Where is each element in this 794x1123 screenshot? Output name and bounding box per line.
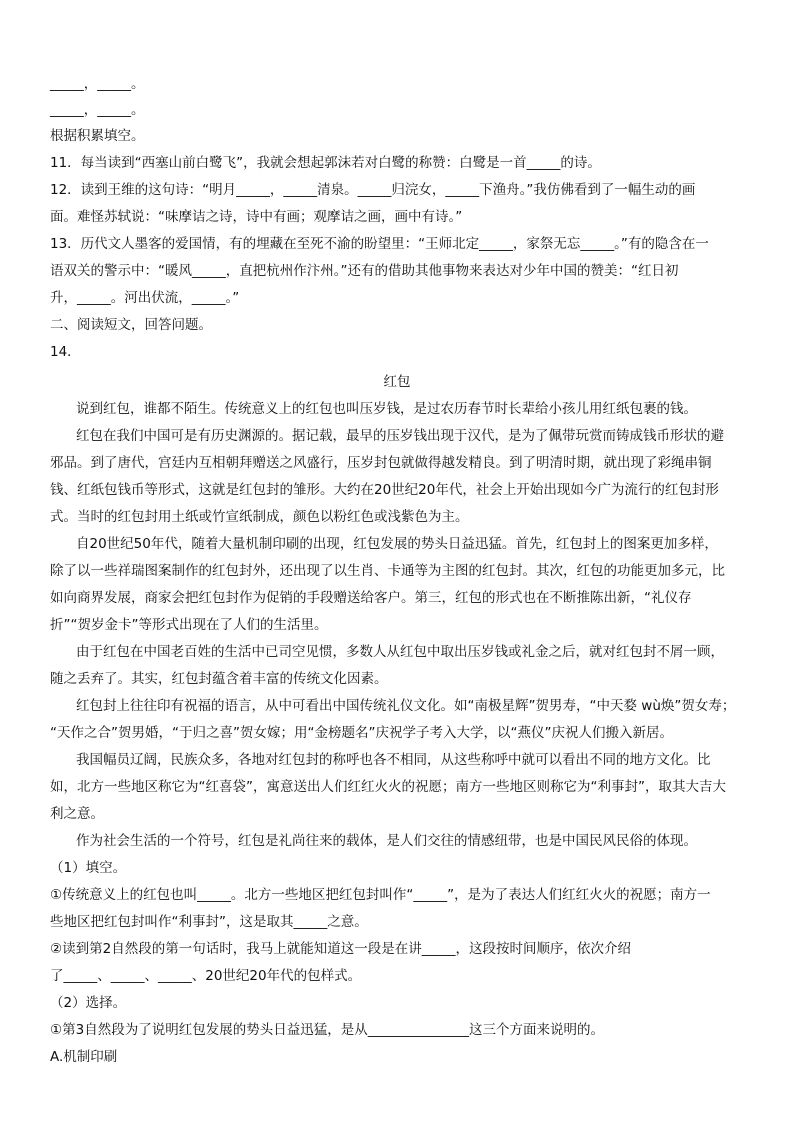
article-line: 如，北方一些地区称它为“红喜袋”，寓意送出人们红红火火的祝愿；南方一些地区则称它为“利事封”，取其大吉大 <box>50 779 726 795</box>
article-line: 式。当时的红包封用土纸或竹宣纸制成，颜色以粉红色或浅紫色为主。 <box>50 509 469 525</box>
article-line: 随之丢弃了。其实，红包封蕴含着丰富的传统文化因素。 <box>50 671 388 687</box>
question-13-continued: 升，_____。河出伏流，_____。” <box>50 290 240 306</box>
article-line: 红包封上往往印有祝福的语言，从中可看出中国传统礼仪文化。如“南极星辉”贺男寿，“中天婺 wù焕”贺女寿； <box>76 698 736 714</box>
question-12: 12．读到王维的这句诗：“明月_____，_____清泉。_____归浣女，_____下渔舟。”我仿佛看到了一幅生动的画 <box>50 182 696 198</box>
article-line: 利之意。 <box>50 806 104 822</box>
question-14-number: 14． <box>50 344 81 360</box>
article-line: 邪品。到了唐代，宫廷内互相朝拜赠送之风盛行，压岁封包就做得越发精良。到了明清时期，就出现了彩绳串铜 <box>50 455 712 471</box>
question-line: ②读到第2自然段的第一句话时，我马上就能知道这一段是在讲_____，这段按时间顺序，依次介绍 <box>50 941 631 957</box>
article-line: 钱、红纸包钱币等形式，这就是红包封的雏形。大约在20世纪20年代，社会上开始出现如今广为流行的红包封形 <box>50 482 719 498</box>
article-line: 由于红包在中国老百姓的生活中已司空见惯，多数人从红包中取出压岁钱或礼金之后，就对红包封不屑一顾， <box>76 644 724 660</box>
question-line: ①传统意义上的红包也叫_____。北方一些地区把红包封叫作“_____”，是为了表达人们红红火火的祝愿；南方一 <box>50 887 711 903</box>
answer-option: A.机制印刷 <box>50 1049 118 1065</box>
article-line: 除了以一些祥瑞图案制作的红包封外，还出现了以生肖、卡通等为主图的红包封。其次，红包的功能更加多元，比 <box>50 563 725 579</box>
question-11: 11．每当读到“西塞山前白鹭飞”，我就会想起郭沫若对白鹭的称赞：白鹭是一首_____的诗。 <box>50 155 601 171</box>
question-part-heading: （1）填空。 <box>50 860 127 876</box>
question-13-continued: 语双关的警示中：“暖风_____，直把杭州作汴州。”还有的借助其他事物来表达对少年中国的赞美：“红日初 <box>50 263 679 279</box>
article-line: 折”“贺岁金卡”等形式出现在了人们的生活里。 <box>50 617 328 633</box>
question-12-continued: 面。难怪苏轼说：“味摩诘之诗，诗中有画；观摩诘之画，画中有诗。” <box>50 209 463 225</box>
article-line: 如向商界发展，商家会把红包封作为促销的手段赠送给客户。第三，红包的形式也在不断推陈出新，“礼仪存 <box>50 590 692 606</box>
article-line: 我国幅员辽阔，民族众多，各地对红包封的称呼也各不相同，从这些称呼中就可以看出不同的地方文化。比 <box>76 752 711 768</box>
question-line: 了_____、_____、_____、20世纪20年代的包样式。 <box>50 968 362 984</box>
question-13: 13．历代文人墨客的爱国情，有的埋藏在至死不渝的盼望里：“王师北定_____，家祭无忘_____。”有的隐含在一 <box>50 236 709 252</box>
article-line: “天作之合”贺男婚，“于归之喜”贺女嫁；用“金榜题名”庆祝学子考入大学，以“燕仪”庆祝人们搬入新居。 <box>50 725 673 741</box>
article-line: 自20世纪50年代，随着大量机制印刷的出现，红包发展的势头日益迅猛。首先，红包封上的图案更加多样， <box>76 536 718 552</box>
question-line: 些地区把红包封叫作“利事封”，这是取其_____之意。 <box>50 914 368 930</box>
section-instruction: 根据积累填空。 <box>50 128 145 144</box>
section-heading: 二、阅读短文，回答问题。 <box>50 317 212 333</box>
article-line: 说到红包，谁都不陌生。传统意义上的红包也叫压岁钱，是过农历春节时长辈给小孩儿用红纸包裹的钱。 <box>76 401 697 417</box>
article-title: 红包 <box>383 374 411 390</box>
answer-blank-line: _____，_____。 <box>50 76 145 92</box>
article-line: 作为社会生活的一个符号，红包是礼尚往来的载体，是人们交往的情感纽带，也是中国民风民俗的体现。 <box>76 833 697 849</box>
question-line: ①第3自然段为了说明红包发展的势头日益迅猛，是从_______________这三个方面来说明的。 <box>50 1022 604 1038</box>
question-part-heading: （2）选择。 <box>50 995 127 1011</box>
answer-blank-line: _____，_____。 <box>50 102 145 118</box>
article-line: 红包在我们中国可是有历史渊源的。据记载，最早的压岁钱出现于汉代，是为了佩带玩赏而铸成钱币形状的避 <box>76 428 724 444</box>
